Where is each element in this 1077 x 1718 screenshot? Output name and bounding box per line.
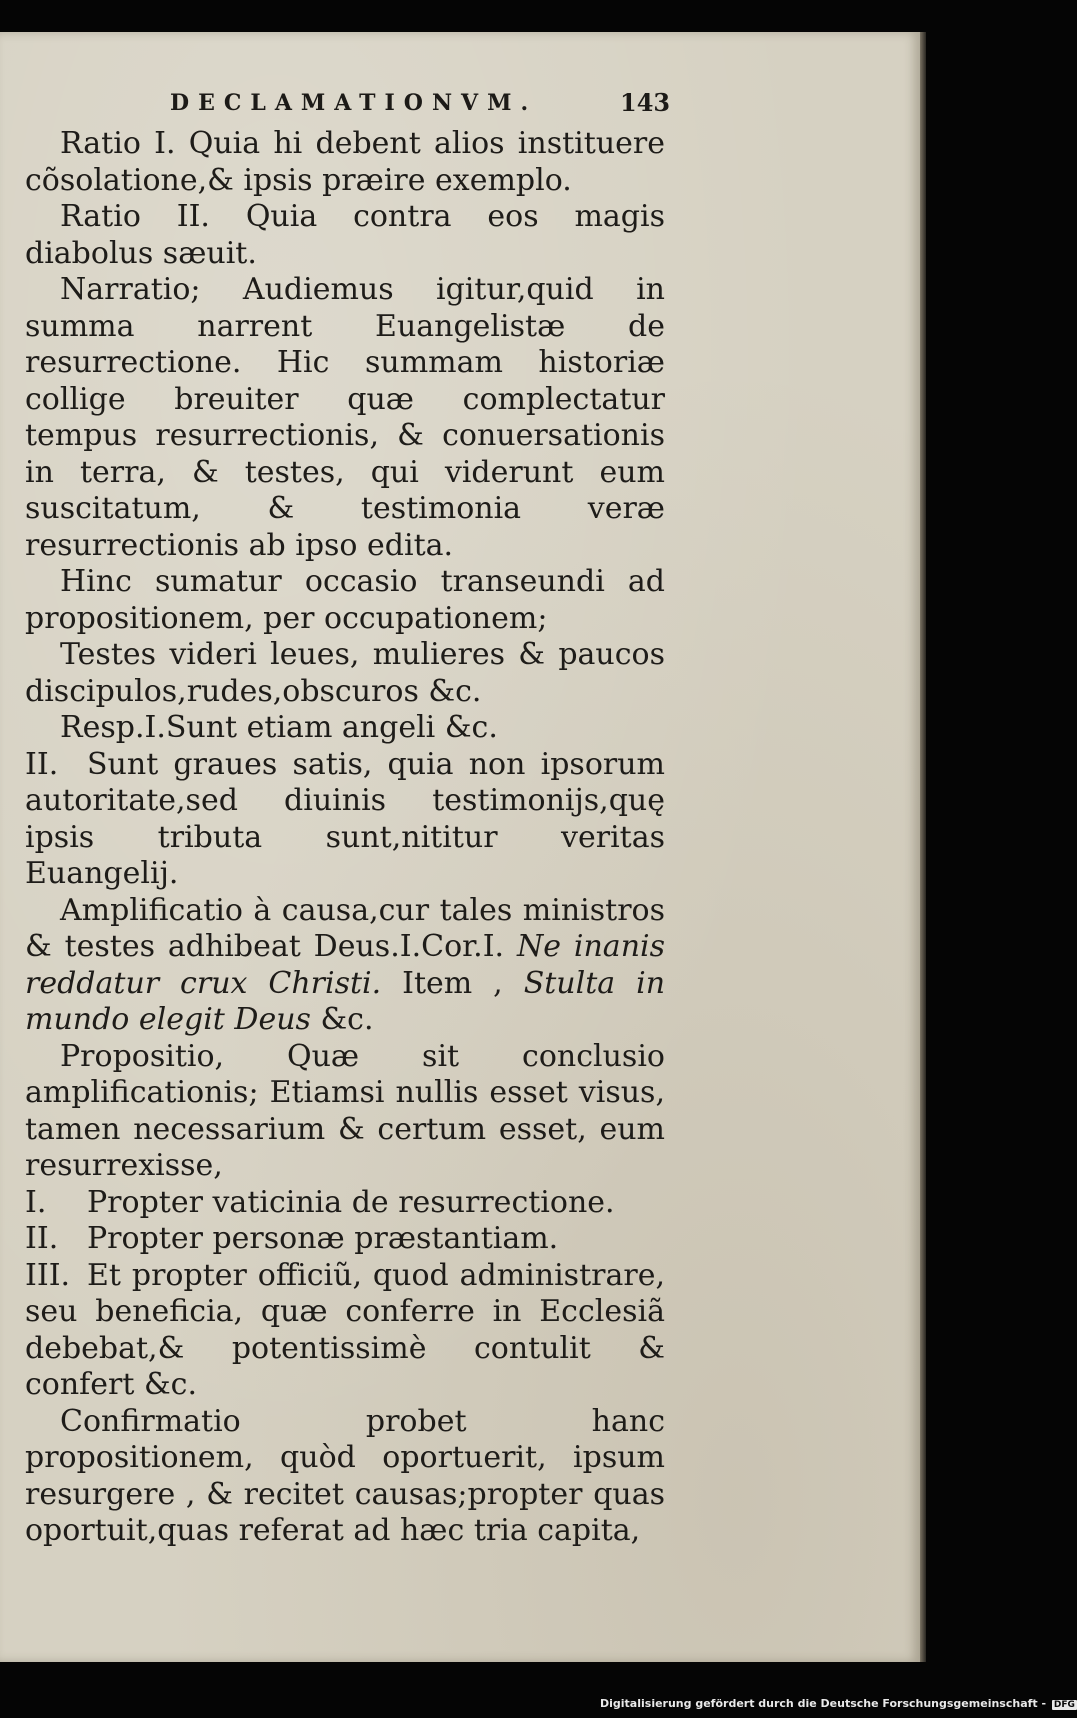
paragraph-text: &c. [310,1002,374,1037]
paragraph: Testes videri leues, mulieres & paucos discipulos,rudes,obscuros &c. [25,637,665,709]
paragraph: Propositio, Quæ sit conclusio amplificationis; Etiamsi nullis esset visus, tamen necessarium & certum esset, eum resurrexisse, [25,1038,665,1183]
paragraph: Resp.I.Sunt etiam angeli &c. [60,710,498,745]
item-number: II. [25,746,59,782]
page-number: 143 [620,88,671,117]
paragraph [25,893,665,1039]
paragraph-text: Amplificatio à causa,cur tales ministros & testes adhibeat Deus.I.Cor.I. [25,892,665,964]
credit-text: Digitalisierung gefördert durch die Deutsche Forschungsgemeinschaft - [600,1697,1047,1710]
item-number: III. [25,1257,71,1293]
paragraph: Confirmatio probet hanc propositionem, quòd oportuerit, ipsum resurgere , & recitet causas;propter quas oportuit,quas referat ad hæc tria capita, [25,1403,665,1548]
paragraph-text: Propter vaticinia de resurrectione. [87,1184,615,1220]
item-number: I. [25,1184,47,1220]
running-head: DECLAMATIONVM. [170,90,538,116]
paragraph-text: Sunt graues satis, quia non ipsorum autoritate,sed diuinis testimonijs,quę ipsis tributa sunt,nititur veritas Euangelij. [25,746,665,891]
numbered-paragraph [25,1185,665,1222]
numbered-paragraph [25,747,665,893]
paragraph: Ratio II. Quia contra eos magis diabolus sæuit. [25,199,665,271]
paragraph: Hinc sumatur occasio transeundi ad propositionem, per occupationem; [25,564,665,636]
paragraph: Narratio; Audiemus igitur,quid in summa narrent Euangelistæ de resurrectione. Hic summam historiæ collige breuiter quæ complectatur tempus resurrectionis, & conuersationis in terra, & testes, qui viderunt eum suscitatum, & testimonia veræ resurrectionis ab ipso edita. [25,272,665,563]
paragraph-text: Et propter officiũ, quod administrare, seu beneficia, quæ conferre in Ecclesiã debebat,& potentissimè contulit & confert &c. [25,1257,665,1402]
numbered-paragraph [25,1258,665,1404]
digitization-credit [600,1697,1077,1710]
body-text [25,126,665,1550]
numbered-paragraph [25,1221,665,1258]
page-edge [920,32,926,1662]
paragraph: Ratio I. Quia hi debent alios instituere cõsolatione,& ipsis præire exemplo. [25,126,665,198]
italic-quote: Ne inanis reddatur crux Christi. [25,929,666,1001]
italic-quote: Stulta in mundo elegit Deus [25,965,666,1037]
paragraph-text: Item , [381,965,503,1001]
item-number: II. [25,1221,59,1256]
dfg-logo: DFG [1053,1700,1075,1710]
paragraph-text: Propter personæ præstantiam. [87,1221,559,1256]
